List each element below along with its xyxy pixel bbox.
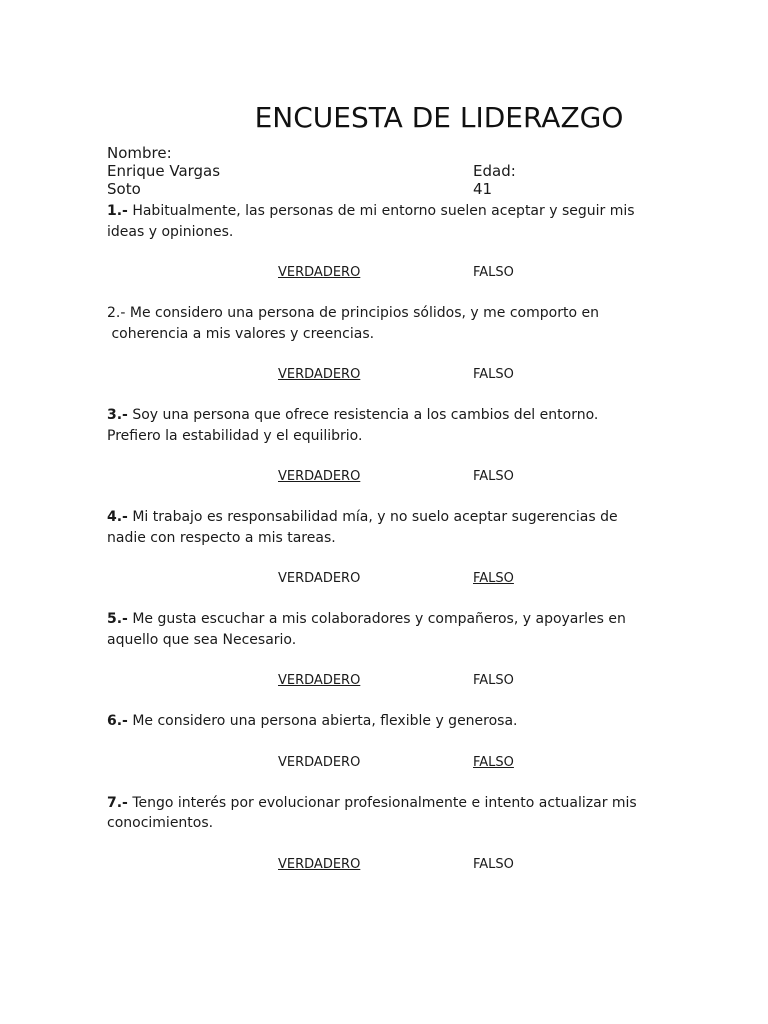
question-block: [107, 507, 647, 589]
question-text: [107, 711, 647, 732]
question-block: [107, 711, 647, 773]
question-number: 5.-: [107, 611, 128, 627]
option-falso[interactable]: FALSO: [473, 754, 514, 770]
question-line-text: Tengo interés por evolucionar profesionalmente e intento actualizar mis: [132, 794, 637, 811]
answer-options: [107, 263, 647, 283]
question-number: 4.-: [107, 509, 128, 525]
option-verdadero[interactable]: VERDADERO: [278, 754, 361, 770]
answer-options: [107, 467, 647, 487]
question-text: [107, 507, 647, 548]
question-number: 1.-: [107, 203, 128, 219]
question-block: [107, 303, 647, 385]
option-verdadero[interactable]: VERDADERO: [278, 469, 361, 484]
question-number: 2.-: [107, 305, 126, 321]
question-line: [107, 222, 647, 243]
option-falso[interactable]: FALSO: [473, 673, 514, 688]
option-falso[interactable]: FALSO: [473, 856, 514, 872]
question-line-text: nadie con respecto a mis tareas.: [107, 529, 336, 546]
question-line-text: Prefiero la estabilidad y el equilibrio.: [107, 427, 363, 444]
option-verdadero[interactable]: VERDADERO: [278, 265, 361, 280]
question-line: [107, 324, 647, 345]
question-line-text: Soy una persona que ofrece resistencia a los cambios del entorno.: [132, 407, 599, 423]
question-line: [107, 711, 647, 732]
question-line: [107, 201, 647, 222]
option-falso[interactable]: FALSO: [473, 265, 514, 280]
name-value-line1: Enrique Vargas: [107, 162, 221, 180]
question-text: [107, 793, 647, 834]
question-line-text: aquello que sea Necesario.: [107, 631, 297, 648]
question-block: [107, 609, 647, 691]
question-line-text: Me considero una persona de principios sólidos, y me comporto en: [129, 305, 599, 321]
question-line: [107, 813, 647, 834]
answer-options: [107, 569, 647, 589]
answer-options: [107, 855, 647, 875]
age-label: Edad:: [473, 162, 516, 180]
question-text: [107, 201, 647, 242]
question-line-text: Mi trabajo es responsabilidad mía, y no suelo aceptar sugerencias de: [132, 509, 618, 525]
question-line: [107, 793, 647, 814]
name-label: Nombre:: [107, 144, 172, 162]
question-line-text: Habitualmente, las personas de mi entorno suelen aceptar y seguir mis: [132, 203, 635, 219]
question-line: [107, 426, 647, 447]
question-number: 3.-: [107, 407, 128, 423]
option-falso[interactable]: FALSO: [473, 469, 514, 484]
question-line-text: Me gusta escuchar a mis colaboradores y compañeros, y apoyarles en: [132, 611, 626, 627]
question-line: [107, 405, 647, 426]
question-line-text: conocimientos.: [107, 815, 214, 831]
age-value: 41: [473, 180, 493, 198]
respondent-info: [107, 144, 647, 198]
question-line-text: ideas y opiniones.: [107, 223, 234, 240]
question-line-text: Me considero una persona abierta, flexible y generosa.: [132, 713, 518, 729]
question-line: [107, 630, 647, 651]
question-line: [107, 507, 647, 528]
option-falso[interactable]: FALSO: [473, 367, 514, 382]
option-verdadero[interactable]: VERDADERO: [278, 856, 361, 872]
answer-options: [107, 671, 647, 691]
question-text: [107, 609, 647, 650]
answer-options: [107, 753, 647, 773]
name-value-line2: Soto: [107, 180, 141, 198]
option-falso[interactable]: FALSO: [473, 571, 514, 586]
document-title: ENCUESTA DE LIDERAZGO: [254, 101, 624, 134]
question-number: 7.-: [107, 794, 128, 811]
question-text: [107, 303, 647, 344]
question-block: [107, 405, 647, 487]
question-list: [107, 201, 647, 895]
question-number: 6.-: [107, 713, 128, 729]
question-line: [107, 609, 647, 630]
option-verdadero[interactable]: VERDADERO: [278, 571, 361, 586]
answer-options: [107, 365, 647, 385]
option-verdadero[interactable]: VERDADERO: [278, 673, 361, 688]
option-verdadero[interactable]: VERDADERO: [278, 367, 361, 382]
question-text: [107, 405, 647, 446]
question-line: [107, 303, 647, 324]
question-line-text: coherencia a mis valores y creencias.: [107, 325, 375, 342]
question-block: [107, 793, 647, 875]
question-block: [107, 201, 647, 283]
question-line: [107, 528, 647, 549]
